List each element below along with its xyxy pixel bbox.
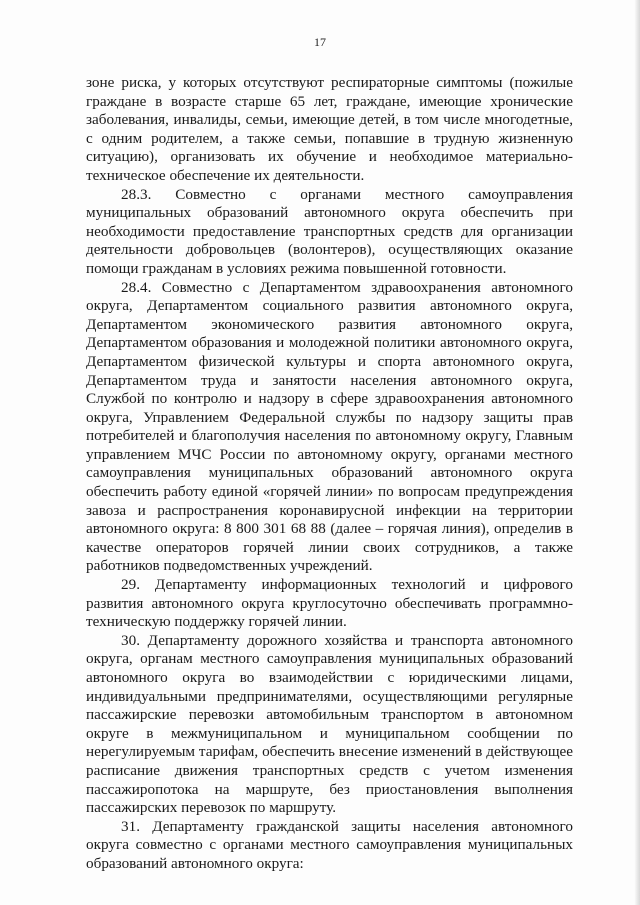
- paragraph-28-3: 28.3. Совместно с органами местного самоуправления муниципальных образований автономного округа обеспечить при необходимости предоставление транспортных средств для организации деятельности добровольцев (волонтеров), осуществляющих оказание помощи гражданам в условиях режима повышенной готовности.: [86, 185, 573, 277]
- page-edge-shadow: [634, 0, 640, 905]
- paragraph-29: 29. Департаменту информационных технологий и цифрового развития автономного округа круглосуточно обеспечивать программно-техническую поддержку горячей линии.: [86, 576, 573, 631]
- page-number: 17: [314, 35, 326, 49]
- paragraph-28-4: 28.4. Совместно с Департаментом здравоохранения автономного округа, Департаментом социального развития автономного округа, Департаментом экономического развития автономного округа, Департаментом образования и молодежной политики автономного округа, Департаментом физической культуры и спорта автономного округа, Департаментом труда и занятости населения автономного округа, Службой по контролю и надзору в сфере здравоохранения автономного округа, Управлением Федеральной службы по надзору защиты прав потребителей и благополучия населения по автономному округу, Главным управлением МЧС России по автономному округу, органами местного самоуправления муниципальных образований автономного округа обеспечить работу единой «горячей линии» по вопросам предупреждения завоза и распространения коронавирусной инфекции на территории автономного округа: 8 800 301 68 88 (далее – горячая линия), определив в качестве операторов горячей линии своих сотрудников, а также работников подведомственных учреждений.: [86, 278, 573, 575]
- paragraph-continuation: зоне риска, у которых отсутствуют респираторные симптомы (пожилые граждане в возрасте старше 65 лет, граждане, имеющие хронические заболевания, инвалиды, семьи, имеющие детей, в том числе многодетные, с одним родителем, а также семьи, попавшие в трудную жизненную ситуацию), организовать их обучение и необходимое материально-техническое обеспечение их деятельности.: [86, 74, 573, 184]
- paragraph-30: 30. Департаменту дорожного хозяйства и транспорта автономного округа, органам местного самоуправления муниципальных образований автономного округа во взаимодействии с юридическими лицами, индивидуальными предпринимателями, осуществляющими регулярные пассажирские перевозки автомобильным транспортом в автономном округе в межмуниципальном и муниципальном сообщении по нерегулируемым тарифам, обеспечить внесение изменений в действующее расписание движения транспортных средств с учетом изменения пассажиропотока на маршруте, без приостановления выполнения пассажирских перевозок по маршруту.: [86, 631, 573, 817]
- document-body: [86, 74, 573, 874]
- paragraph-31: 31. Департаменту гражданской защиты населения автономного округа совместно с органами местного самоуправления муниципальных образований автономного округа:: [86, 817, 573, 872]
